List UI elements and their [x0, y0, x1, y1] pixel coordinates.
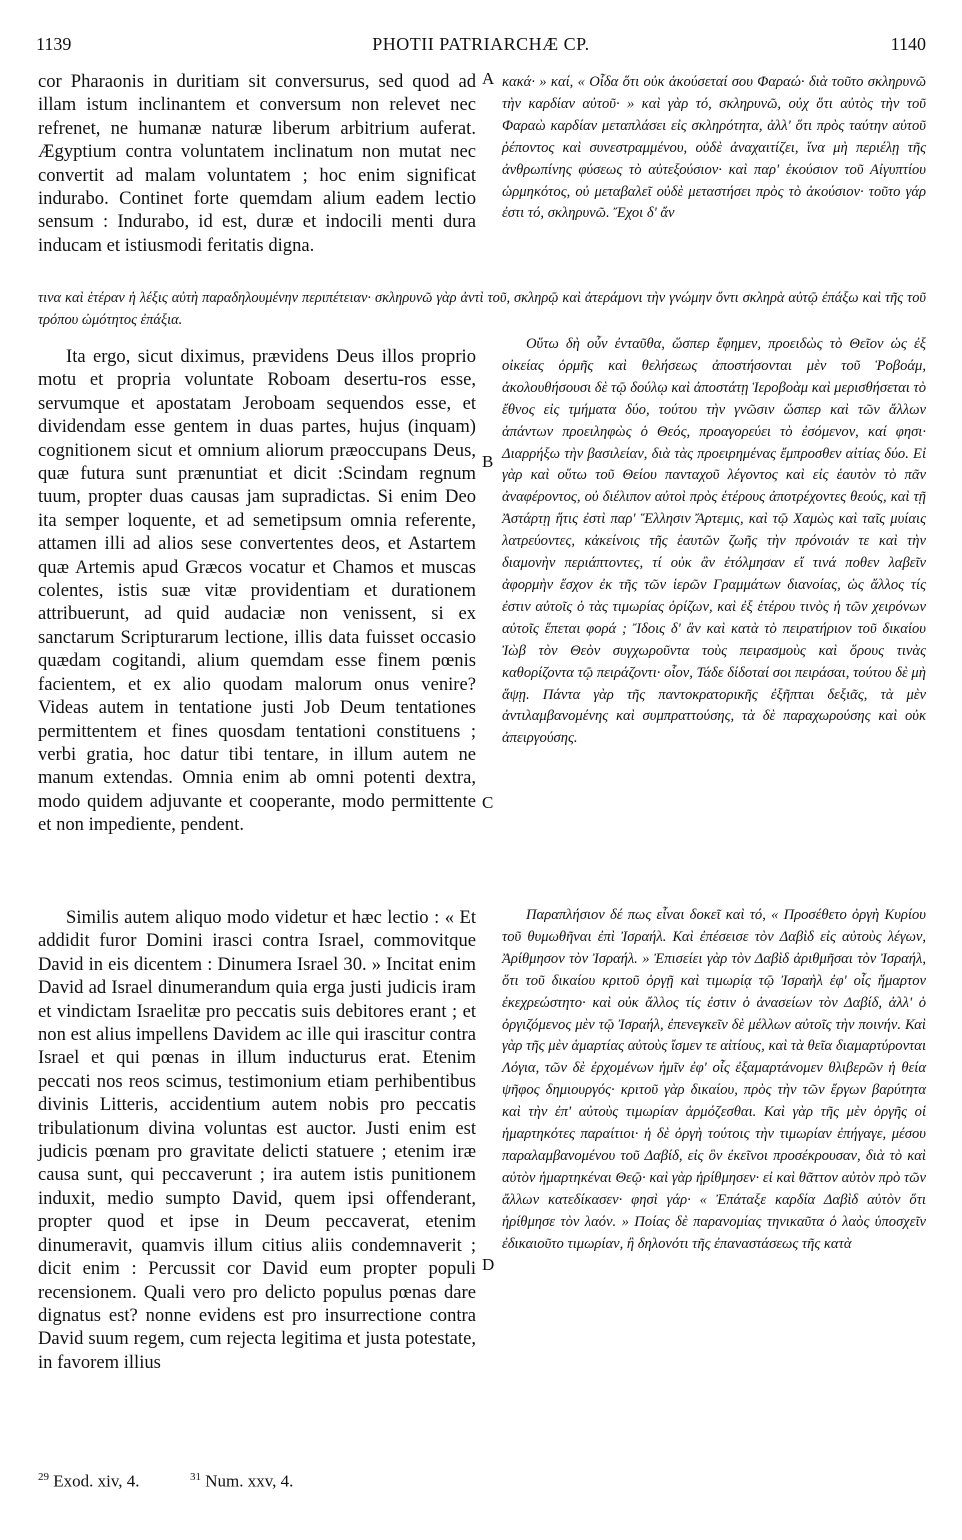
- greek-paragraph: Οὕτω δὴ οὖν ἐνταῦθα, ὥσπερ ἔφημεν, προειδὼς τὸ Θεῖον ὡς ἐξ οἰκείας ὁρμῆς καὶ θελήσεως ἀποστήσονται μὲν τοῦ Ῥοβοάμ, ἀκολουθήσουσι δὲ τῷ δούλῳ καὶ ἀποστάτῃ Ἱεροβοὰμ καὶ μερισθήσεται τὸ ἔθνος εἰς τμήματα δύο, τούτου τὴν γνῶσιν ὥσπερ καὶ τῶν ἄλλων ἁπάντων προειληφὼς ὁ Θεός, προαγορεύει τὸ ἐσόμενον, καί φησι· Διαρρήξω τὴν βασιλείαν, διὰ τὰς προειρημένας ἔμπροσθεν αἰτίας δύο. Εἰ γὰρ καὶ οὕτω τοῦ Θείου πανταχοῦ λέγοντος καὶ εἰς ἑαυτὸν τὸ πᾶν ἀναφέροντος, οὐ διέλιπον αὐτοὶ πρὸς ἑτέρους ἀποτρέχοντες θεούς, καὶ τῇ Ἀστάρτῃ ἥτις ἐστὶ παρ' Ἕλλησιν Ἄρτεμις, καὶ τῷ Χαμὼς καὶ ταῖς μυίαις λατρεύοντες, κἀκείνοις τῆς ἑαυτῶν ζωῆς τὴν πρόνοιάν τε καὶ τὴν διαμονὴν περιάπτοντες, τί οὐκ ἂν ἐτόλμησαν εἴ τινά ποθεν λαβεῖν ἀφορμὴν ἔσχον ἐκ τῆς τῶν ἱερῶν Γραμμάτων διανοίας, ὡς ἄλλος τίς ἐστιν αὐτοῖς ὁ τὰς τιμωρίας ὁρίζων, καὶ ἐξ ἑτέρου τινὸς ἡ τῶν χειρόνων αὐτοῖς ἕπεται φορά ; Ἴδοις δ' ἂν καὶ κατὰ τὸ πειρατήριον τοῦ δικαίου Ἰὼβ τὸν Θεὸν συγχωροῦντα τοὺς πειρασμοὺς καὶ ὅρους τινὰς καθορίζοντα τῷ πειράζοντι· οἷον, Τάδε δίδοταί σοι πειράσαι, τούτου δὲ μὴ ἅψῃ. Πάντα γὰρ τῆς παντοκρατορικῆς ἐξῆπται δεξιᾶς, τὰ μὲν ἀντιλαμβανομένης καὶ συμπραττούσης, τὰ δὲ παραχωρούσης καὶ οὐκ ἀπειργούσης.: [502, 336, 926, 747]
- footnote-number: 29: [38, 1471, 49, 1483]
- margin-letter-a: A: [482, 69, 495, 88]
- left-column-number: 1139: [36, 34, 72, 54]
- margin-letter-d: D: [482, 1255, 495, 1274]
- footnote-text: Num. xxv, 4.: [205, 1471, 294, 1491]
- right-column-number: 1140: [890, 34, 926, 54]
- margin-letter-b: B: [482, 452, 494, 471]
- footnote-number: 31: [190, 1471, 202, 1483]
- greek-spanning-lines: τινα καὶ ἑτέραν ἡ λέξις αὐτὴ παραδηλουμένην περιπέτειαν· σκληρυνῶ γὰρ ἀντὶ τοῦ, σκληρῷ καὶ ἀτεράμονι τὴν γνώμην ὄντι σκληρὰ αὐτῷ ἐπάξω καὶ τῆς τοῦ τρόπου ὠμότητος ἐπάξια.: [38, 290, 926, 328]
- running-title: PHOTII PATRIARCHÆ CP.: [372, 34, 590, 54]
- latin-paragraph: Ita ergo, sicut diximus, prævidens Deus illos proprio motu et propria voluntate Roboam desertu-ros esse, servumque et apostatam Jeroboam sequendos esse, et dividendam esse gentem in duas partes, hujus (inquam) cognitionem sicut et omnium aliorum præoccupans Deus, quæ futura sunt prænuntiat et dicit :Scindam regnum tuum, propter duas causas jam supradictas. Si enim Deo ita semper loquente, et ad semetipsum omnia referente, attamen illi ad alios sese convertentes deos, et Astartem quæ Artemis apud Græcos vocatur et Chamos et muscas colentes, istis suæ vitæ providentiam et durationem attribuerunt, ad quid audaciæ non venissent, si ex sanctarum Scripturarum lectione, illis data fuisset occasio quædam cogitandi, alium quemdam esse finem pœnis facientem, et ex alio quodam malorum onus venire? Videas autem in tentatione justi Job Deum tentationes permittentem et fines quosdam tentationi constituens ; verbi gratia, hoc datur tibi tentare, in illum autem ne manum extendas. Omnia enim ab omni potenti dextra, modo quidem adjuvante et cooperante, modo permittente et non impediente, pendent.: [38, 346, 476, 836]
- latin-paragraph: Similis autem aliquo modo videtur et hæc lectio : « Et addidit furor Domini irasci contra Israel, commovitque David in eis dicentem : Dinumera Israel 30. » Incitat enim David ad Israel dinumerandum quia erga justi judicis iram et vindictam Israelitæ pro peccatis suis debitores erant ; et non est alius impellens Davidem ac ille qui irascitur contra Israel et qui pœnas in illum inducturus erat. Etenim peccati nos reos scimus, testimonium etiam perhibentibus divinis Litteris, accidentium autem nobis pro peccatis tribulationum divina voluntas est auctor. Justi enim est judicis pœnam pro gravitate delicti statuere ; etenim iræ causa sunt, qui peccaverunt ; ira autem istis punitionem induxit, medio sumpto David, quem ipsi offenderant, propter quod et ipse in Deum peccaverat, etenim dinumeravit, quamvis illum citius aliis condemnaverit ; dicit enim : Percussit cor David eum propter populi recensionem. Quali vero pro delicto populus pœnas dare dignatus est? nonne evidens est pro insurrectione contra David suum regem, cum rejecta legitima et justa potestate, in favorem illius: [38, 907, 476, 1373]
- footnotes: [38, 1471, 293, 1492]
- greek-column-block-1: [502, 72, 926, 225]
- greek-column-block-3: [502, 905, 926, 1256]
- greek-paragraph: κακά· » καί, « Οἶδα ὅτι οὐκ ἀκούσεταί σου Φαραώ· διὰ τοῦτο σκληρυνῶ τὴν καρδίαν αὐτοῦ· » καὶ γὰρ τό, σκληρυνῶ, οὐχ ὅτι αὐτὸς τὴν τοῦ Φαραὼ καρδίαν μεταπλάσει εἰς σκληρότητα, ἀλλ' ὅτι πρὸς ταύτην αὐτοῦ ῥέποντος καὶ συνεστραμμένου, οὐδὲ ἀναχαιτίζει, ἵνα μὴ περιέλῃ τῆς ἀνθρωπίνης φύσεως τὸ αὐτεξούσιον· καὶ παρ' ἑκούσιον τοῦ Αἰγυπτίου ὡρμηκότος, οὐ μεταβαλεῖ οὐδὲ μεταστήσει πρὸς τὸ ἀκούσιον· τοῦτο γάρ ἐστι τό, σκληρυνῶ. Ἔχοι δ' ἄν: [502, 74, 926, 222]
- latin-column-block-1: [38, 70, 476, 257]
- greek-paragraph: Παραπλήσιον δέ πως εἶναι δοκεῖ καὶ τό, « Προσέθετο ὀργὴ Κυρίου τοῦ θυμωθῆναι ἐπὶ Ἰσραήλ. Καὶ ἐπέσεισε τὸν Δαβὶδ εἰς αὐτοὺς λέγων, Ἀρίθμησον τὸν Ἰσραήλ. » Ἐπισείει γὰρ τὸν Δαβὶδ ἀριθμῆσαι τὸν Ἰσραήλ, ὅτι τοῦ δικαίου κριτοῦ ὀργῇ καὶ τιμωρίᾳ τῷ Ἰσραὴλ ἐφ' οἷς ἥμαρτον ἐκεχρεώστητο· καὶ οὐκ ἄλλος τίς ἐστιν ὁ ἀνασείων τὸν Δαβίδ, ἀλλ' ὁ ὀργιζόμενος μὲν τῷ Ἰσραήλ, ἐπενεγκεῖν δὲ μέλλων αὐτοῖς τὴν ποινήν. Καὶ γὰρ τῆς μὲν ἁμαρτίας αὐτοὺς ἴσμεν τε αἰτίους, καὶ τὰ θεῖα διαμαρτύρονται Λόγια, τῶν δὲ ἐρχομένων ἡμῖν ἐφ' οἷς ἐξαμαρτάνομεν θλιβερῶν ἡ θεία ψῆφος δημιουργός· κριτοῦ γὰρ δικαίου, πρὸς τὴν τῶν ἔργων βαρύτητα καὶ τὴν ἐπ' αὐτοὺς τιμωρίαν ἁρμόζεσθαι. Καὶ γὰρ τῆς μὲν ὀργῆς οἱ ἡμαρτηκότες παραίτιοι· ἡ δὲ ὀργὴ τούτοις τὴν τιμωρίαν ἐπήγαγε, μέσου παραλαμβανομένου τοῦ Δαβίδ, εἰς ὃν ἐκεῖνοι προσέκρουσαν, διὰ τὸ καὶ αὐτὸν ἡμαρτηκέναι Θεῷ· καὶ γὰρ ἠρίθμησεν· εἰ καὶ θᾶττον αὐτὸν πρὸ τῶν ἄλλων κατεδίκασεν· φησὶ γάρ· « Ἐπάταξε καρδία Δαβὶδ αὐτὸν ὅτι ἠρίθμησε τὸν λαόν. » Ποίας δὲ παρανομίας τηνικαῦτα ὁ λαὸς ὑποσχεῖν ἐδικαιοῦτο τιμωρίαν, ἢ δηλονότι τῆς ἐπαναστάσεως τῆς κατὰ: [502, 907, 926, 1252]
- latin-column-block-2: [38, 345, 476, 837]
- latin-column-block-3: [38, 906, 476, 1374]
- greek-column-block-2: [502, 334, 926, 750]
- latin-paragraph: cor Pharaonis in duritiam sit conversurus, sed quod ad illam istum inclinantem et conversum non relevet nec refrenet, ne humanæ naturæ liberum arbitrium auferat. Ægyptium contra voluntatem inclinatum non mutat nec convertit ad malam voluntatem ; hoc enim significat indurabo. Continet forte quemdam alium eadem lectio sensum : Indurabo, id est, duræ et indocili menti dura inducam et istiusmodi feritatis digna.: [38, 71, 476, 256]
- footnote-text: Exod. xiv, 4.: [53, 1471, 140, 1491]
- margin-letter-c: C: [482, 793, 494, 812]
- running-header: [36, 34, 926, 58]
